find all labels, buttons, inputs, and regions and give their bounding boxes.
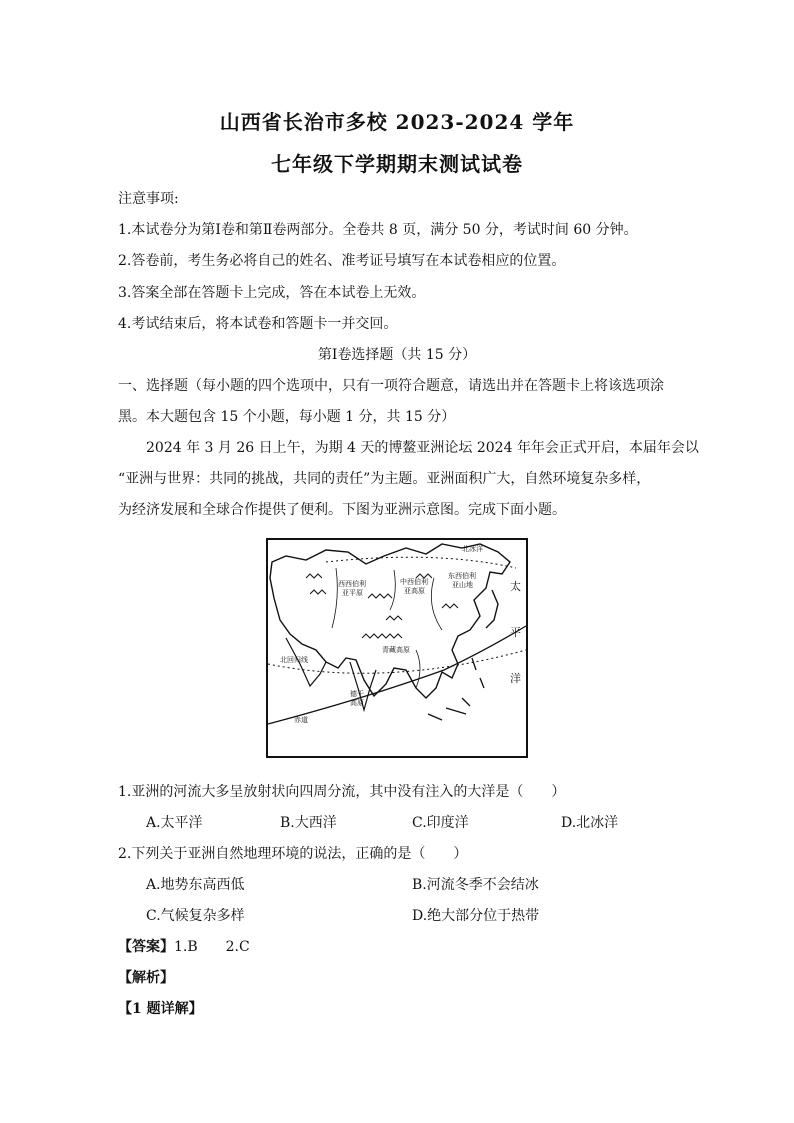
- title-line-2: 七年级下学期期末测试试卷: [271, 152, 523, 176]
- section-instruction-2: 黑。本大题包含 15 个小题，每小题 1 分，共 15 分）: [118, 409, 456, 425]
- map-label-arctic: 北冰洋: [462, 545, 483, 553]
- map-label-csp-2: 亚高原: [404, 587, 425, 595]
- note-item-1: 1.本试卷分为第Ⅰ卷和第Ⅱ卷两部分。全卷共 8 页，满分 50 分，考试时间 60 分钟。: [118, 222, 638, 238]
- map-label-tropic: 北回归线: [280, 656, 308, 664]
- map-label-csp-1: 中西伯利: [400, 578, 428, 586]
- question-1-option-d: D.北冰洋: [561, 815, 619, 831]
- question-2-stem: 2.下列关于亚洲自然地理环境的说法，正确的是（ ）: [118, 846, 468, 862]
- map-label-pacific-1: 太: [510, 580, 521, 593]
- asia-map: [266, 538, 528, 758]
- map-label-wsp-2: 亚平原: [342, 589, 363, 597]
- passage-line-3: 为经济发展和全球合作提供了便利。下图为亚洲示意图。完成下面小题。: [118, 502, 566, 518]
- note-item-2: 2.答卷前，考生务必将自己的姓名、准考证号填写在本试卷相应的位置。: [118, 253, 566, 269]
- answer-value: 1.B 2.C: [174, 939, 250, 955]
- passage-line-1: 2024 年 3 月 26 日上午，为期 4 天的博鳌亚洲论坛 2024 年年会正式开启，本届年会以: [146, 440, 699, 456]
- question-1-stem: 1.亚洲的河流大多呈放射状向四周分流，其中没有注入的大洋是（ ）: [118, 784, 566, 800]
- question-2-option-a: A.地势东高西低: [146, 877, 245, 893]
- answer-label: 【答案】: [118, 939, 174, 955]
- map-label-esm-2: 亚山地: [452, 581, 473, 589]
- analysis-label: 【解析】: [118, 970, 174, 986]
- map-label-tibet: 青藏高原: [382, 646, 410, 654]
- map-label-deccan-2: 高原: [350, 699, 364, 707]
- question-1-option-c: C.印度洋: [412, 815, 469, 831]
- section-title: 第Ⅰ卷选择题（共 15 分）: [317, 347, 477, 363]
- section-instruction-1: 一、选择题（每小题的四个选项中，只有一项符合题意，请选出并在答题卡上将该选项涂: [118, 378, 664, 394]
- map-label-esm-1: 东西伯利: [448, 572, 476, 580]
- map-label-pacific-3: 洋: [510, 672, 521, 685]
- question-1-option-b: B.大西洋: [280, 815, 337, 831]
- map-label-equator: 赤道: [294, 716, 308, 724]
- map-label-pacific-2: 平: [510, 626, 521, 639]
- analysis-sub-label: 【1 题详解】: [118, 1001, 203, 1017]
- note-item-3: 3.答案全部在答题卡上完成，答在本试卷上无效。: [118, 285, 426, 301]
- question-1-option-a: A.太平洋: [146, 815, 203, 831]
- question-2-option-c: C.气候复杂多样: [146, 908, 245, 924]
- question-2-option-d: D.绝大部分位于热带: [412, 908, 540, 924]
- notes-heading: 注意事项:: [118, 191, 179, 207]
- answer-line: [118, 936, 250, 956]
- question-2-option-b: B.河流冬季不会结冰: [412, 877, 539, 893]
- passage-line-2: “亚洲与世界：共同的挑战，共同的责任”为主题。亚洲面积广大，自然环境复杂多样，: [118, 471, 651, 487]
- map-label-wsp-1: 西西伯利: [338, 580, 366, 588]
- map-label-deccan-1: 德干: [350, 690, 364, 698]
- title-line-1: 山西省长治市多校 2023-2024 学年: [219, 110, 575, 134]
- note-item-4: 4.考试结束后，将本试卷和答题卡一并交回。: [118, 316, 398, 332]
